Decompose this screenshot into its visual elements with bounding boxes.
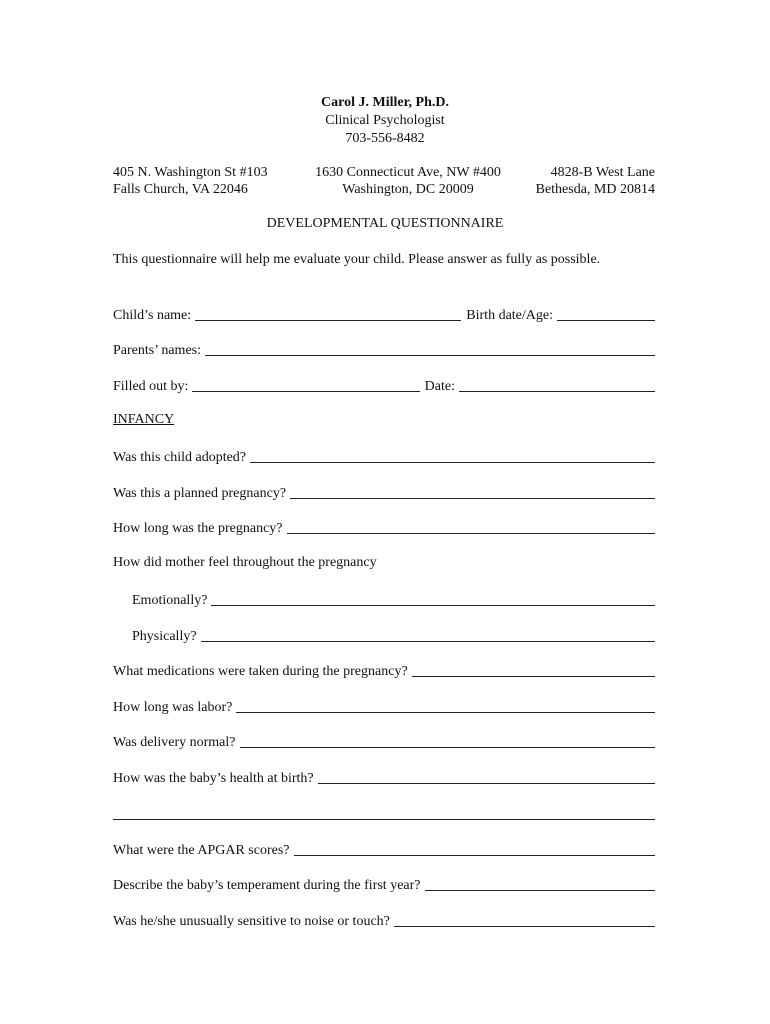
question-row [132,627,655,645]
question-medications: What medications were taken during the pregnancy? [113,664,408,679]
filled-by-label: Filled out by: [113,379,189,394]
address-line: Bethesda, MD 20814 [535,182,655,197]
date-field[interactable] [459,390,655,392]
question-delivery: Was delivery normal? [113,735,236,750]
question-apgar: What were the APGAR scores? [113,843,290,858]
filled-by-field[interactable] [192,390,419,392]
psychologist-title: Clinical Psychologist [325,113,445,128]
answer-physically-field[interactable] [201,640,655,642]
answer-apgar-field[interactable] [294,854,655,856]
question-row [113,698,655,716]
question-row [113,519,655,537]
form-title: DEVELOPMENTAL QUESTIONNAIRE [266,216,504,231]
address-bethesda [536,164,655,198]
address-line: 405 N. Washington St #103 [113,165,268,180]
address-line: 1630 Connecticut Ave, NW #400 [315,165,501,180]
question-sensitive: Was he/she unusually sensitive to noise or touch? [113,914,390,929]
question-row [113,448,655,466]
phone-number: 703-556-8482 [345,131,425,146]
question-health-birth: How was the baby’s health at birth? [113,771,314,786]
parents-label: Parents’ names: [113,343,201,358]
parents-field[interactable] [205,354,655,356]
answer-sensitive-field[interactable] [394,925,655,927]
answer-medications-field[interactable] [412,675,655,677]
question-planned: Was this a planned pregnancy? [113,486,287,501]
filled-by-row [113,377,655,395]
question-row [113,769,655,787]
date-label: Date: [424,379,455,394]
address-line: Washington, DC 20009 [342,182,474,197]
address-line: 4828-B West Lane [550,165,655,180]
question-row [113,841,655,859]
form-intro: This questionnaire will help me evaluate your child. Please answer as fully as possible. [113,252,601,267]
question-temperament: Describe the baby’s temperament during the first year? [113,878,421,893]
answer-temperament-field[interactable] [425,889,656,891]
answer-planned-field[interactable] [290,497,655,499]
question-row [113,912,655,930]
answer-adopted-field[interactable] [250,461,655,463]
section-infancy-heading: INFANCY [113,412,175,427]
address-washington [298,164,518,198]
question-row [113,805,655,823]
question-mother-feel: How did mother feel throughout the pregnancy [113,555,377,570]
child-name-label: Child’s name: [113,308,192,323]
answer-labor-field[interactable] [236,711,655,713]
answer-delivery-field[interactable] [240,746,656,748]
question-physically: Physically? [132,629,197,644]
answer-health-birth-field[interactable] [318,782,655,784]
question-row [113,733,655,751]
answer-health-birth-continued-field[interactable] [113,818,655,820]
address-falls-church [113,164,268,198]
question-labor: How long was labor? [113,700,233,715]
letterhead [0,94,770,148]
psychologist-name: Carol J. Miller, Ph.D. [321,95,449,110]
parents-row [113,341,655,359]
answer-emotionally-field[interactable] [211,604,655,606]
birth-date-field[interactable] [557,319,655,321]
question-emotionally: Emotionally? [132,593,208,608]
address-line: Falls Church, VA 22046 [113,182,248,197]
birth-date-label: Birth date/Age: [466,308,553,323]
question-row [113,662,655,680]
child-name-field[interactable] [195,319,461,321]
answer-how-long-field[interactable] [287,532,655,534]
child-info-row [113,306,655,324]
question-row [132,591,655,609]
question-row [113,876,655,894]
question-how-long: How long was the pregnancy? [113,521,283,536]
question-adopted: Was this child adopted? [113,450,247,465]
question-row [113,484,655,502]
